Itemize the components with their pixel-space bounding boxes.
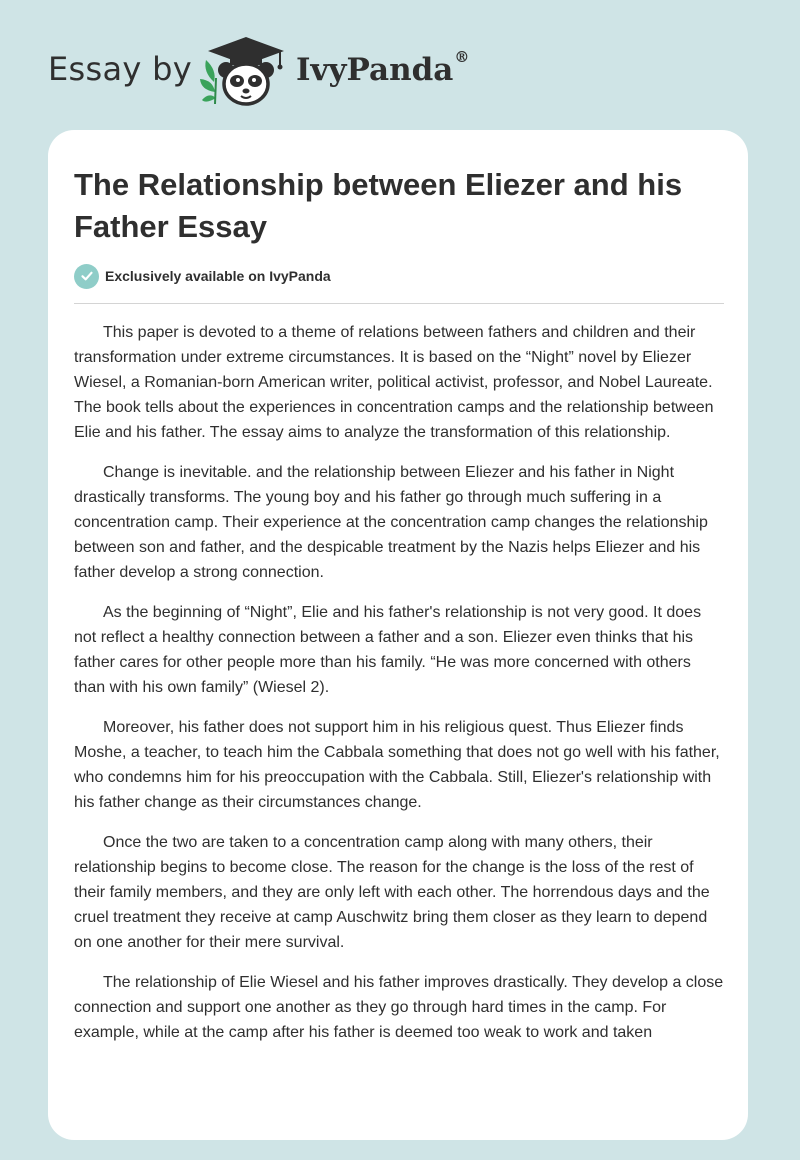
check-icon bbox=[74, 264, 99, 289]
ivypanda-brand-name[interactable]: IvyPanda® bbox=[296, 48, 470, 88]
exclusive-label: Exclusively available on IvyPanda bbox=[105, 268, 331, 284]
exclusive-badge bbox=[74, 263, 331, 289]
essay-paragraph: This paper is devoted to a theme of relations between fathers and children and their transformation under extreme circumstances. It is based on the “Night” novel by Eliezer Wiesel, a Romanian-born American writer, political activist, professor, and Nobel Laureate. The book tells about the experiences in concentration camps and the relationship between Elie and his father. The essay aims to analyze the transformation of this relationship. bbox=[74, 324, 714, 441]
essay-card bbox=[48, 130, 748, 1140]
site-header bbox=[48, 30, 508, 110]
registered-mark: ® bbox=[454, 48, 470, 66]
essay-paragraph: Change is inevitable. and the relationship between Eliezer and his father in Night drastically transforms. The young boy and his father go through much suffering in a concentration camp. Their experience at the concentration camp changes the relationship between son and father, and the despicable treatment by the Nazis helps Eliezer and his father develop a strong connection. bbox=[74, 464, 708, 581]
essay-by-label: Essay by bbox=[48, 50, 192, 88]
essay-body bbox=[74, 320, 724, 1060]
essay-paragraph: Once the two are taken to a concentration camp along with many others, their relationship begins to become close. The reason for the change is the loss of the rest of their family members, and they are only left with each other. The horrendous days and the cruel treatment they receive at camp Auschwitz bring them closer as they learn to depend on one another for their mere survival. bbox=[74, 834, 710, 951]
panda-graduate-logo-icon[interactable] bbox=[200, 34, 292, 110]
essay-paragraph: Moreover, his father does not support him in his religious quest. Thus Eliezer finds Moshe, a teacher, to teach him the Cabbala something that does not go well with his father, who condemns him for his preoccupation with the Cabbala. Still, Eliezer's relationship with his father change as their circumstances change. bbox=[74, 719, 720, 811]
essay-title: The Relationship between Eliezer and his Father Essay bbox=[74, 167, 683, 244]
essay-paragraph: As the beginning of “Night”, Elie and his father's relationship is not very good. It does not reflect a healthy connection between a father and a son. Eliezer even thinks that his father cares for other people more than his family. “He was more concerned with others than with his own family” (Wiesel 2). bbox=[74, 604, 702, 696]
divider bbox=[74, 303, 724, 304]
essay-paragraph: The relationship of Elie Wiesel and his father improves drastically. They develop a close connection and support one another as they go through hard times in the camp. For example, while at the camp after his father is deemed too weak to work and taken bbox=[74, 974, 724, 1041]
